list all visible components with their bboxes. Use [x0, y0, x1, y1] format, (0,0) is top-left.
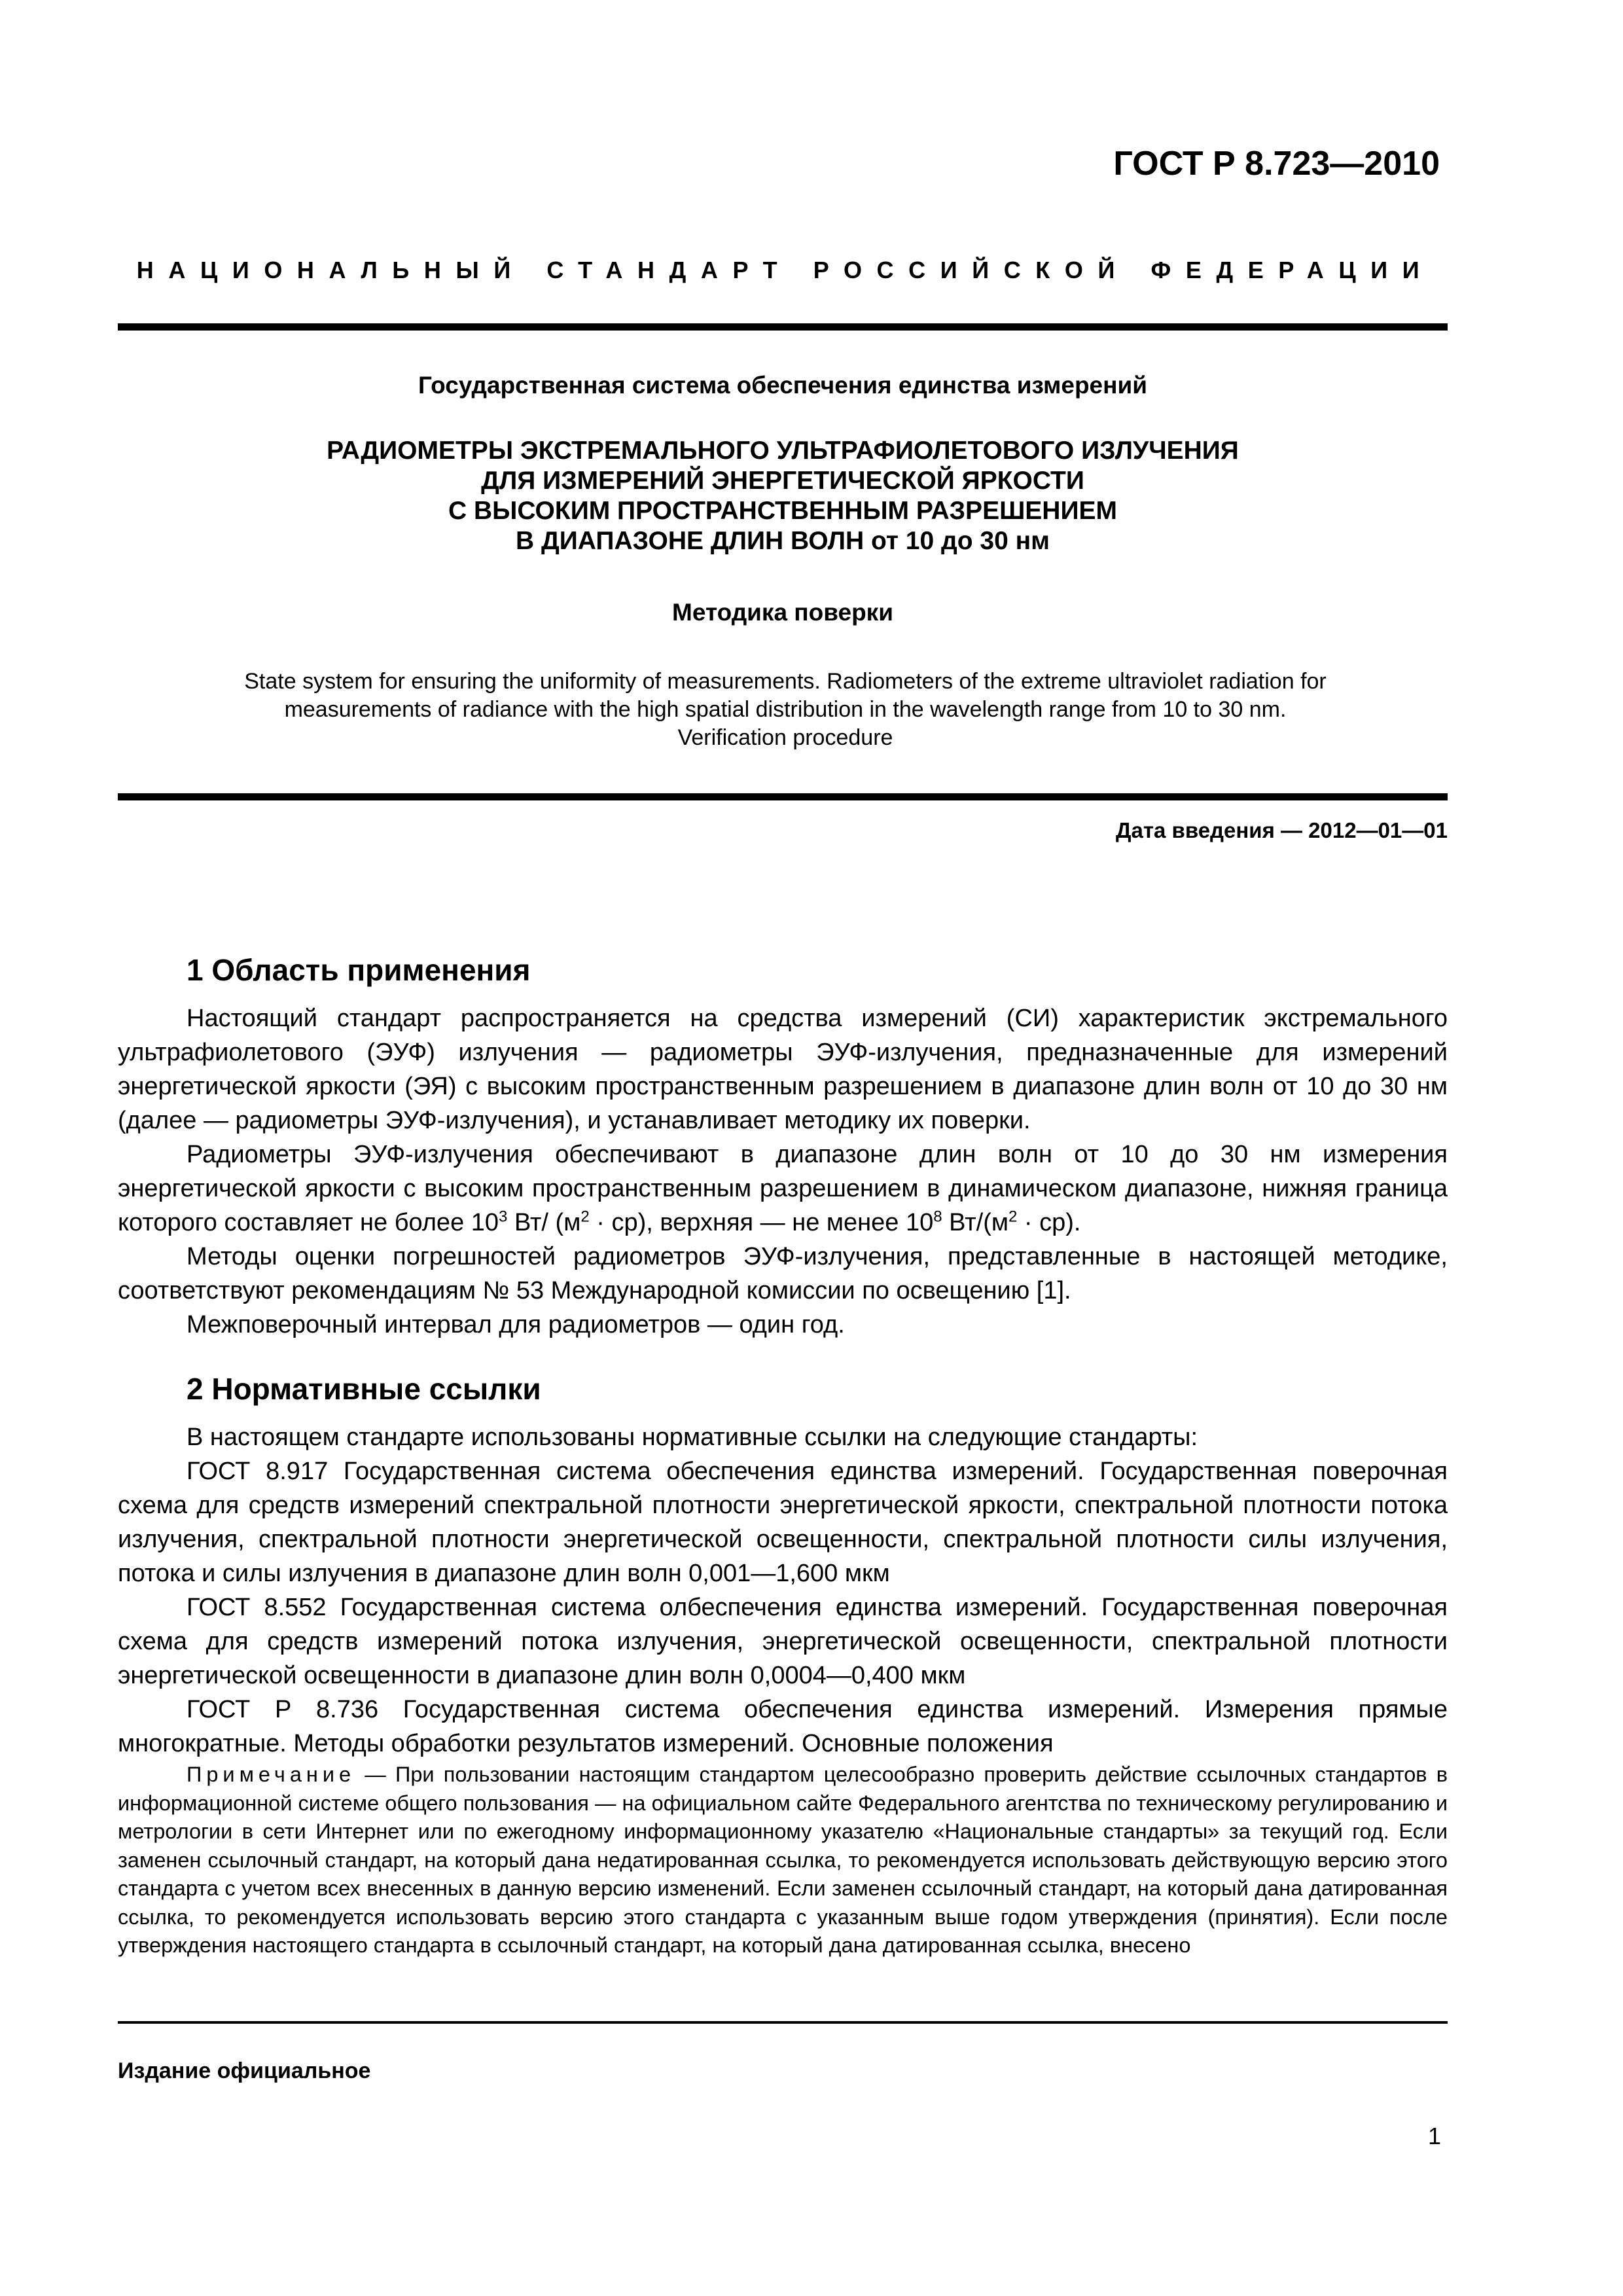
p2-sup-1: 3 [499, 1208, 508, 1226]
section-2-paragraph-2: ГОСТ 8.917 Государственная система обеспечения единства измерений. Государственная поверочная схема для средств измерений спектральной плотности энергетической яркости, спектральной плотности потока излучения, спектральной плотности энергетической освещенности, спектральной плотности силы излучения, потока и силы излучения в диапазоне длин волн 0,001—1,600 мкм [118, 1458, 1448, 1587]
section-1-paragraph-3: Методы оценки погрешностей радиометров ЭУФ-излучения, представленные в настоящей методике, соответствуют рекомендациям № 53 Международной комиссии по освещению [1]. [118, 1243, 1448, 1304]
section-2-heading: 2 Нормативные ссылки [187, 1372, 541, 1406]
middle-rule [118, 793, 1448, 800]
top-rule [118, 323, 1448, 331]
title-line-4: В ДИАПАЗОНЕ ДЛИН ВОЛН от 10 до 30 нм [515, 527, 1050, 555]
title-line-1: РАДИОМЕТРЫ ЭКСТРЕМАЛЬНОГО УЛЬТРАФИОЛЕТОВОГО ИЗЛУЧЕНИЯ [327, 437, 1239, 465]
standard-number: ГОСТ Р 8.723—2010 [1113, 145, 1440, 183]
section-1-heading: 1 Область применения [187, 953, 531, 987]
english-title-line-3: Verification procedure [677, 725, 893, 750]
section-2-paragraph-1: В настоящем стандарте использованы нормативные ссылки на следующие стандарты: [187, 1424, 1198, 1451]
section-1-paragraph-1: Настоящий стандарт распространяется на средства измерений (СИ) характеристик экстремального ультрафиолетового (ЭУФ) излучения — радиометры ЭУФ-излучения, предназначенные для измерений энергетической яркости (ЭЯ) с высоким пространственным разрешением в диапазоне длин волн от 10 до 30 нм (далее — радиометры ЭУФ-излучения), и устанавливает методику их поверки. [118, 1005, 1448, 1134]
page-number: 1 [1427, 2123, 1441, 2149]
english-title-line-1: State system for ensuring the uniformity of measurements. Radiometers of the extreme ultraviolet radiation for [244, 669, 1327, 694]
p2-sup-4: 2 [1008, 1208, 1018, 1226]
p2-text-d: Вт/(м [942, 1209, 1008, 1236]
p2-text-e: · ср). [1017, 1209, 1081, 1236]
note-label: Примечание [187, 1763, 356, 1786]
p2-text-b: Вт/ (м [507, 1209, 581, 1236]
introduction-date: Дата введения — 2012—01—01 [1116, 818, 1448, 842]
p2-sup-2: 2 [580, 1208, 590, 1226]
note-text: — При пользовании настоящим стандартом целесообразно проверить действие ссылочных стандартов в информационной системе общего пользования — на официальном сайте Федерального агентства по техническому регулированию и метрологии в сети Интернет или по ежегодному информационному указателю «Национальные стандарты» за текущий год. Если заменен ссылочный стандарт, на который дана недатированная ссылка, то рекомендуется использовать действующую версию этого стандарта с учетом всех внесенных в данную версию изменений. Если заменен ссылочный стандарт, на который дана датированная ссылка, то рекомендуется использовать версию этого стандарта с указанным выше годом утверждения (принятия). Если после утверждения настоящего стандарта в ссылочный стандарт, на который дана датированная ссылка, внесено [118, 1763, 1448, 1957]
p2-text-a: Радиометры ЭУФ-излучения обеспечивают в диапазоне длин волн от 10 до 30 нм измерения энергетической яркости с высоким пространственным разрешением в динамическом диапазоне, нижняя граница которого составляет не более 10 [118, 1141, 1448, 1236]
subtitle: Методика поверки [672, 599, 893, 626]
section-2-paragraph-4: ГОСТ Р 8.736 Государственная система обеспечения единства измерений. Измерения прямые многократные. Методы обработки результатов измерений. Основные положения [118, 1696, 1448, 1757]
bottom-rule [118, 2021, 1448, 2024]
section-2-paragraph-3: ГОСТ 8.552 Государственная система олбеспечения единства измерений. Государственная поверочная схема для средств измерений потока излучения, энергетической освещенности, спектральной плотности энергетической освещенности в диапазоне длин волн 0,0004—0,400 мкм [118, 1594, 1448, 1689]
system-title: Государственная система обеспечения единства измерений [418, 372, 1147, 399]
note-paragraph [118, 1761, 1448, 1960]
section-1-paragraph-4: Межповерочный интервал для радиометров — один год. [187, 1311, 845, 1338]
section-2-note [118, 1761, 1448, 1960]
section-2-body [118, 1420, 1448, 1761]
section-1-body [118, 1001, 1448, 1342]
official-edition: Издание официальное [118, 2058, 371, 2083]
english-title-line-2: measurements of radiance with the high spatial distribution in the wavelength range from 10 to 30 nm. [284, 697, 1287, 722]
title-line-2: ДЛЯ ИЗМЕРЕНИЙ ЭНЕРГЕТИЧЕСКОЙ ЯРКОСТИ [481, 467, 1084, 495]
national-standard-heading: НАЦИОНАЛЬНЫЙ СТАНДАРТ РОССИЙСКОЙ ФЕДЕРАЦИИ [136, 257, 1435, 283]
section-1-paragraph-2 [118, 1138, 1448, 1240]
p2-text-c: · ср), верхняя — не менее 10 [589, 1209, 934, 1236]
title-line-3: С ВЫСОКИМ ПРОСТРАНСТВЕННЫМ РАЗРЕШЕНИЕМ [448, 497, 1117, 525]
p2-sup-3: 8 [933, 1208, 942, 1226]
